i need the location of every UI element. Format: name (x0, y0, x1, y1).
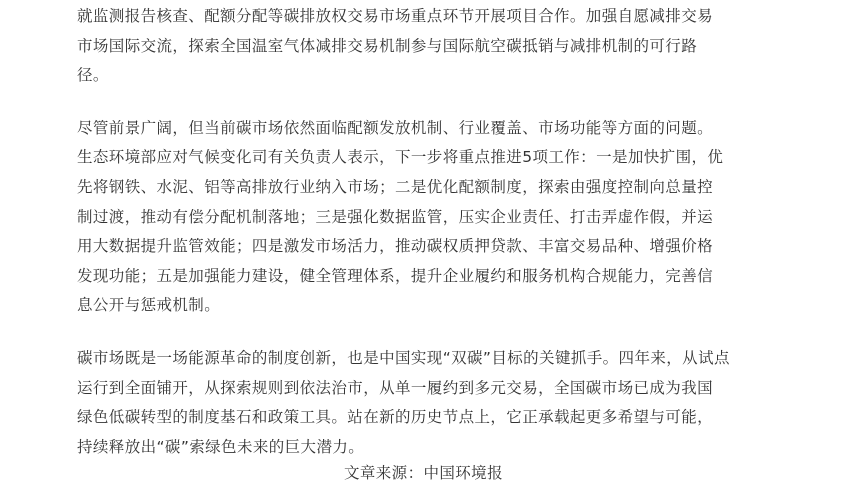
paragraph-cooperation (77, 2, 767, 91)
text-line: 市场国际交流，探索全国温室气体减排交易机制参与国际航空碳抵销与减排机制的可行路 (77, 36, 698, 55)
text-line: 持续释放出“碳”索绿色未来的巨大潜力。 (77, 437, 365, 456)
paragraph-next-steps (77, 114, 767, 321)
text-line: 径。 (77, 66, 109, 85)
text-line: 运行到全面铺开，从探索规则到依法治市，从单一履约到多元交易，全国碳市场已成为我国 (77, 378, 714, 397)
text-line: 先将钢铁、水泥、铝等高排放行业纳入市场；二是优化配额制度，探索由强度控制向总量控 (77, 177, 714, 196)
text-line: 就监测报告核查、配额分配等碳排放权交易市场重点环节开展项目合作。加强自愿减排交易 (77, 7, 714, 25)
text-line: 生态环境部应对气候变化司有关负责人表示，下一步将重点推进5项工作：一是加快扩围，优 (77, 148, 724, 167)
text-line: 制过渡，推动有偿分配机制落地；三是强化数据监管，压实企业责任、打击弄虚作假，并运 (77, 207, 714, 226)
text-line: 用大数据提升监管效能；四是激发市场活力，推动碳权质押贷款、丰富交易品种、增强价格 (77, 237, 714, 256)
text-line: 发现功能；五是加强能力建设，健全管理体系，提升企业履约和服务机构合规能力，完善信 (77, 266, 714, 285)
article-source: 文章来源：中国环境报 (343, 464, 503, 482)
text-line: 尽管前景广阔，但当前碳市场依然面临配额发放机制、行业覆盖、市场功能等方面的问题。 (77, 118, 714, 137)
text-line: 息公开与惩戒机制。 (77, 296, 221, 315)
paragraph-conclusion (77, 344, 767, 462)
article-body (77, 2, 767, 462)
text-line: 绿色低碳转型的制度基石和政策工具。站在新的历史节点上，它正承载起更多希望与可能， (77, 408, 714, 427)
text-line: 碳市场既是一场能源革命的制度创新，也是中国实现“双碳”目标的关键抓手。四年来，从试点 (77, 348, 730, 367)
